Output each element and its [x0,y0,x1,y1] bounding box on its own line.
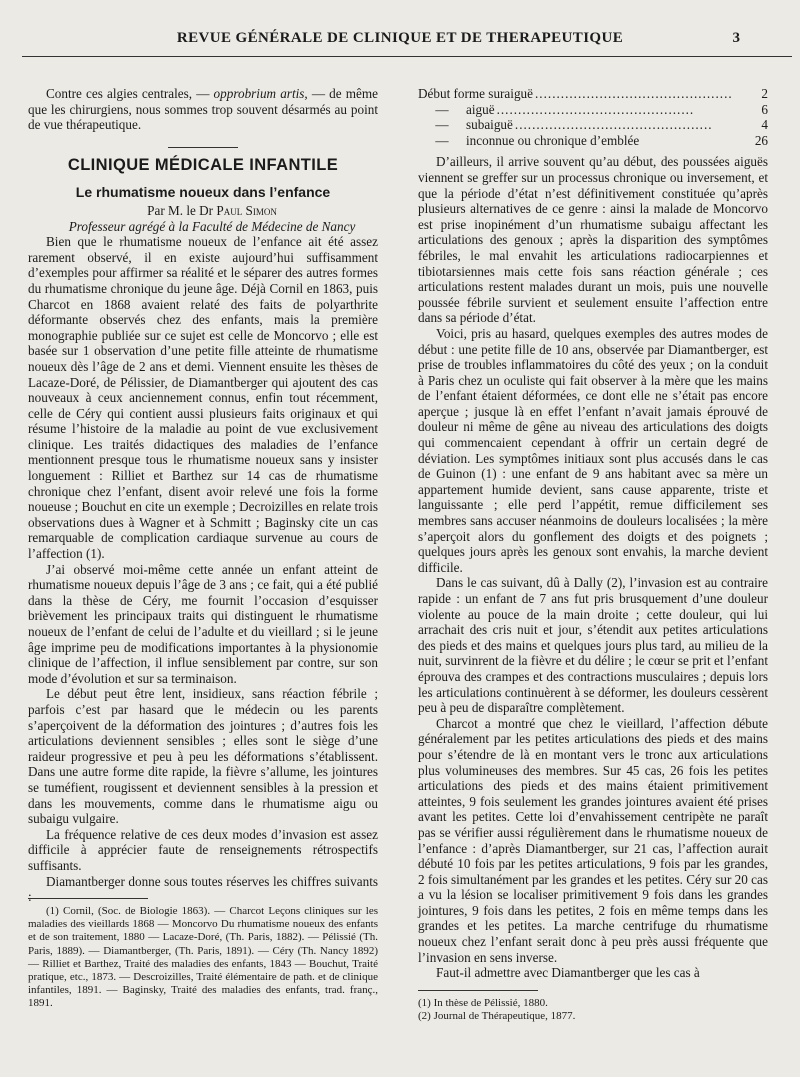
left-footnotes [28,898,378,1011]
footnote-rule [418,990,538,991]
stat-label: Début forme suraiguë [418,86,533,101]
section-divider [168,147,238,148]
footnote: (2) Journal de Thérapeutique, 1877. [418,1010,576,1023]
stat-row [418,102,768,118]
paragraph: Faut-il admettre avec Diamantberger que les cas à [436,965,700,981]
journal-title: REVUE GÉNÉRALE DE CLINIQUE ET DE THERAPEUTIQUE [176,30,624,46]
running-header [0,30,800,54]
article-title: Le rhumatisme noueux dans l’enfance [75,184,331,201]
author-affiliation: Professeur agrégé à la Faculté de Médecine de Nancy [68,218,356,234]
stat-value: 2 [761,86,768,101]
stat-row [418,86,768,102]
paragraph: D’ailleurs, il arrive souvent qu’au début, des poussées aiguës viennent se greffer sur un processus chronique ou inversement, et que la période d’état n’est définitivement constituée qu’après plusieurs alternatives de ce genre : ainsi la malade de Moncorvo est prise inopinément d’un rhumatisme subaigu affectant les articulations des genoux ; après la disparition des symptômes fébriles, le mal envahit les articulations radiocarpiennes et tibiotarsiennes mais cette fois sans réaction générale ; ces articulations restent malades durant un mois, puis une nouvelle poussée fébrile survient et seulement ensuite l’affection entre dans sa période d’état. [418,154,768,326]
left-column [28,86,378,905]
right-column [418,86,768,981]
stat-value: 6 [761,101,768,117]
header-rule [22,56,792,57]
stat-label: inconnue ou chronique d’emblée [466,132,640,148]
stat-row [418,117,768,133]
paragraph: Le début peut être lent, insidieux, sans réaction fébrile ; parfois c’est par hasard que le médecin ou les parents s’aperçoivent de la déformation des jointures ; d’autres fois les articulations deviennent sensibles ; elles sont le siège d’une raideur progressive et peu à peu les déformations s’établissent. Dans une autre forme dite rapide, la fièvre s’allume, les jointures se tuméfient, rougissent et deviennent sensibles à la pression et dans les mouvements, comme dans le rhumatisme aigu ou subaigu vulgaire. [28,686,378,827]
author-name: Paul Simon [216,202,277,218]
leader-dots: .............................................. [535,86,733,101]
paragraph: J’ai observé moi-même cette année un enfant atteint de rhumatisme noueux depuis l’âge de 3 ans ; ce fait, qui a été publié dans la thèse de Céry, me fournit l’occasion d’esquisser brièvement les principaux traits qui distinguent le rhumatisme noueux de l’enfant de celui de l’adulte et du vieillard ; si le jeune âge imprime peu de modifications importantes à la physionomie clinique de l’affection, il influe sensiblement par contre, sur son mode d’évolution et sur sa terminaison. [28,561,378,686]
page-number: 3 [732,30,740,46]
leader-dots: .............................................. [496,101,695,117]
stat-row [418,133,768,149]
paragraph: Bien que le rhumatisme noueux de l’enfance ait été assez rarement observé, il en existe aujourd’hui suffisamment d’exemples pour affirmer sa réalité et le séparer des autres formes du rhumatisme chronique du jeune âge. Déjà Cornil en 1863, puis Charcot en 1868 avaient relaté des faits de polyarthrite déformante observés chez des enfants, mais la première monographie publiée sur ce sujet est celle de Moncorvo ; elle est basée sur 1 observation d’une petite fille atteinte de rhumatisme noueux dès l’âge de 2 ans et demi. Viennent ensuite les thèses de Lacaze-Doré, de Pélissier, de Diamantberger qui ajoutent des cas nouveaux à ceux anciennement connus, enfin tout récemment, celle de Céry qui contient aussi plusieurs faits originaux et qui résume l’histoire de la maladie au point de vue exclusivement clinique. Les traités didactiques des maladies de l’enfance mentionnent presque tous le rhumatisme noueux sans y insister longuement : Rilliet et Barthez sur 14 cas de rhumatisme chronique chez l’enfant, disent avoir relevé une fois la forme noueuse ; Bouchut en cite un exemple ; Decroizilles en relate trois observations dues à Wagner et à Schmitt ; Baginsky cite un cas remarquable de complication cardiaque survenue au cours de l’affection (1). [28,234,378,562]
stat-label: subaiguë [466,117,513,133]
section-title: CLINIQUE MÉDICALE INFANTILE [67,155,339,174]
onset-statistics [418,86,768,148]
intro-before: Contre ces algies centrales, — [46,86,214,101]
ditto-dash: — [435,132,449,148]
paragraph: Dans le cas suivant, dû à Dally (2), l’invasion est au contraire rapide : un enfant de 7 ans fut pris brusquement d’une douleur violente au pouce de la main droite ; cette douleur, qui lui arrachait des cris nuit et jour, s’étendit aux petites articulations des pieds et des mains et quelques jours plus tard, au milieu de la nuit, survinrent de la fièvre et du délire ; le cœur se prit et l’enfant éprouva des crampes et des contractions musculaires ; depuis lors les articulations continuèrent à se déformer, les douleurs cessèrent peu à peu de disparaître complètement. [418,575,768,716]
stat-value: 4 [761,117,768,133]
ditto-dash: — [435,101,449,117]
stat-value: 26 [754,132,768,148]
intro-paragraph [28,86,378,133]
ditto-dash: — [435,117,449,133]
intro-italic: opprobrium artis [213,86,305,101]
paragraph: La fréquence relative de ces deux modes d’invasion est assez difficile à apprécier faute de renseignements rétrospectifs suffisants. [28,826,378,873]
footnote: (1) In thèse de Pélissié, 1880. [418,997,548,1009]
right-footnotes [418,990,768,1023]
paragraph: Charcot a montré que chez le vieillard, l’affection débute généralement par les petites articulations des pieds et des mains pour s’étendre de là en montant vers le tronc aux articulations plus volumineuses des membres. Sur 45 cas, 26 fois les petites articulations des pieds et des mains étaient primitivement atteintes, 9 fois seulement les grandes jointures avaient été prises avant les petites. Cette loi d’envahissement centripète ne paraît pas se vérifier aussi régulièrement dans le rhumatisme noueux de l’enfance : d’après Diamantberger, sur 21 cas, l’affection aurait débuté 10 fois par les petites articulations, 9 fois par les grandes, 2 fois simultanément par les grandes et les petites. Céry sur 20 cas a vu la lésion se localiser primitivement 9 fois dans les grandes jointures, 9 fois dans les petites, 2 fois en même temps dans les grandes et les petites. La marche centrifuge du rhumatisme noueux chez l’enfant serait donc à peu près aussi fréquente que l’invasion en sens inverse. [418,715,768,965]
paragraph: Diamantberger donne sous toutes réserves les chiffres suivants : [28,873,378,905]
author-prefix: Par M. le Dr [147,202,217,218]
author-line [28,203,378,219]
footnote: (1) Cornil, (Soc. de Biologie 1863). — Charcot Leçons cliniques sur les maladies des vieillards 1868 — Moncorvo Du rhumatisme noueux des enfants et de son traitement, 1880 — Lacaze-Doré, (Th. Paris, 1882). — Pélissié (Th. Paris, 1889). — Diamantberger, (Th. Paris, 1891). — Céry (Th. Nancy 1892) — Rilliet et Barthez, Traité des maladies des enfants, 1843 — Bouchut, Traité pratique, etc., 1873. — Descroizilles, Traité élémentaire de path. et de clinique infantiles, 1891. — Baginsky, Traité des maladies des enfants, trad. franç., 1891. [28,905,378,1010]
footnote-rule [28,898,148,899]
stat-label: aiguë [466,101,495,117]
leader-dots: .............................................. [514,117,713,133]
intro-after: , — de même que les chirurgiens, nous sommes trop souvent désarmés au point de vue thérapeutique. [28,86,378,133]
paragraph: Voici, pris au hasard, quelques exemples des autres modes de début : une petite fille de 10 ans, observée par Diamantberger, est prise de troubles inflammatoires du côté des yeux ; on la conduit à Paris chez un oculiste qui fait observer à la mère que les mains de l’enfant étaient déformées, ce dont elle ne s’était pas encore aperçue ; jusque là en effet l’enfant n’avait jamais éprouvé de douleur ni même de gêne au niveau des articulations des doigts qui commencaient cependant à offrir un certain degré de déviation. Les symptômes initiaux sont plus accusés dans le cas de Guinon (1) : une enfant de 9 ans habitant avec sa mère un appartement humide devient, sans cause apparente, triste et languissante ; elle perd l’appétit, remue difficilement ses membres sans accuser néanmoins de douleurs localisées ; la mère s’aperçoit alors du gonflement des doigts et des poignets ; quelques jours après les genoux sont envahis, la marche devient difficile. [418,325,768,575]
